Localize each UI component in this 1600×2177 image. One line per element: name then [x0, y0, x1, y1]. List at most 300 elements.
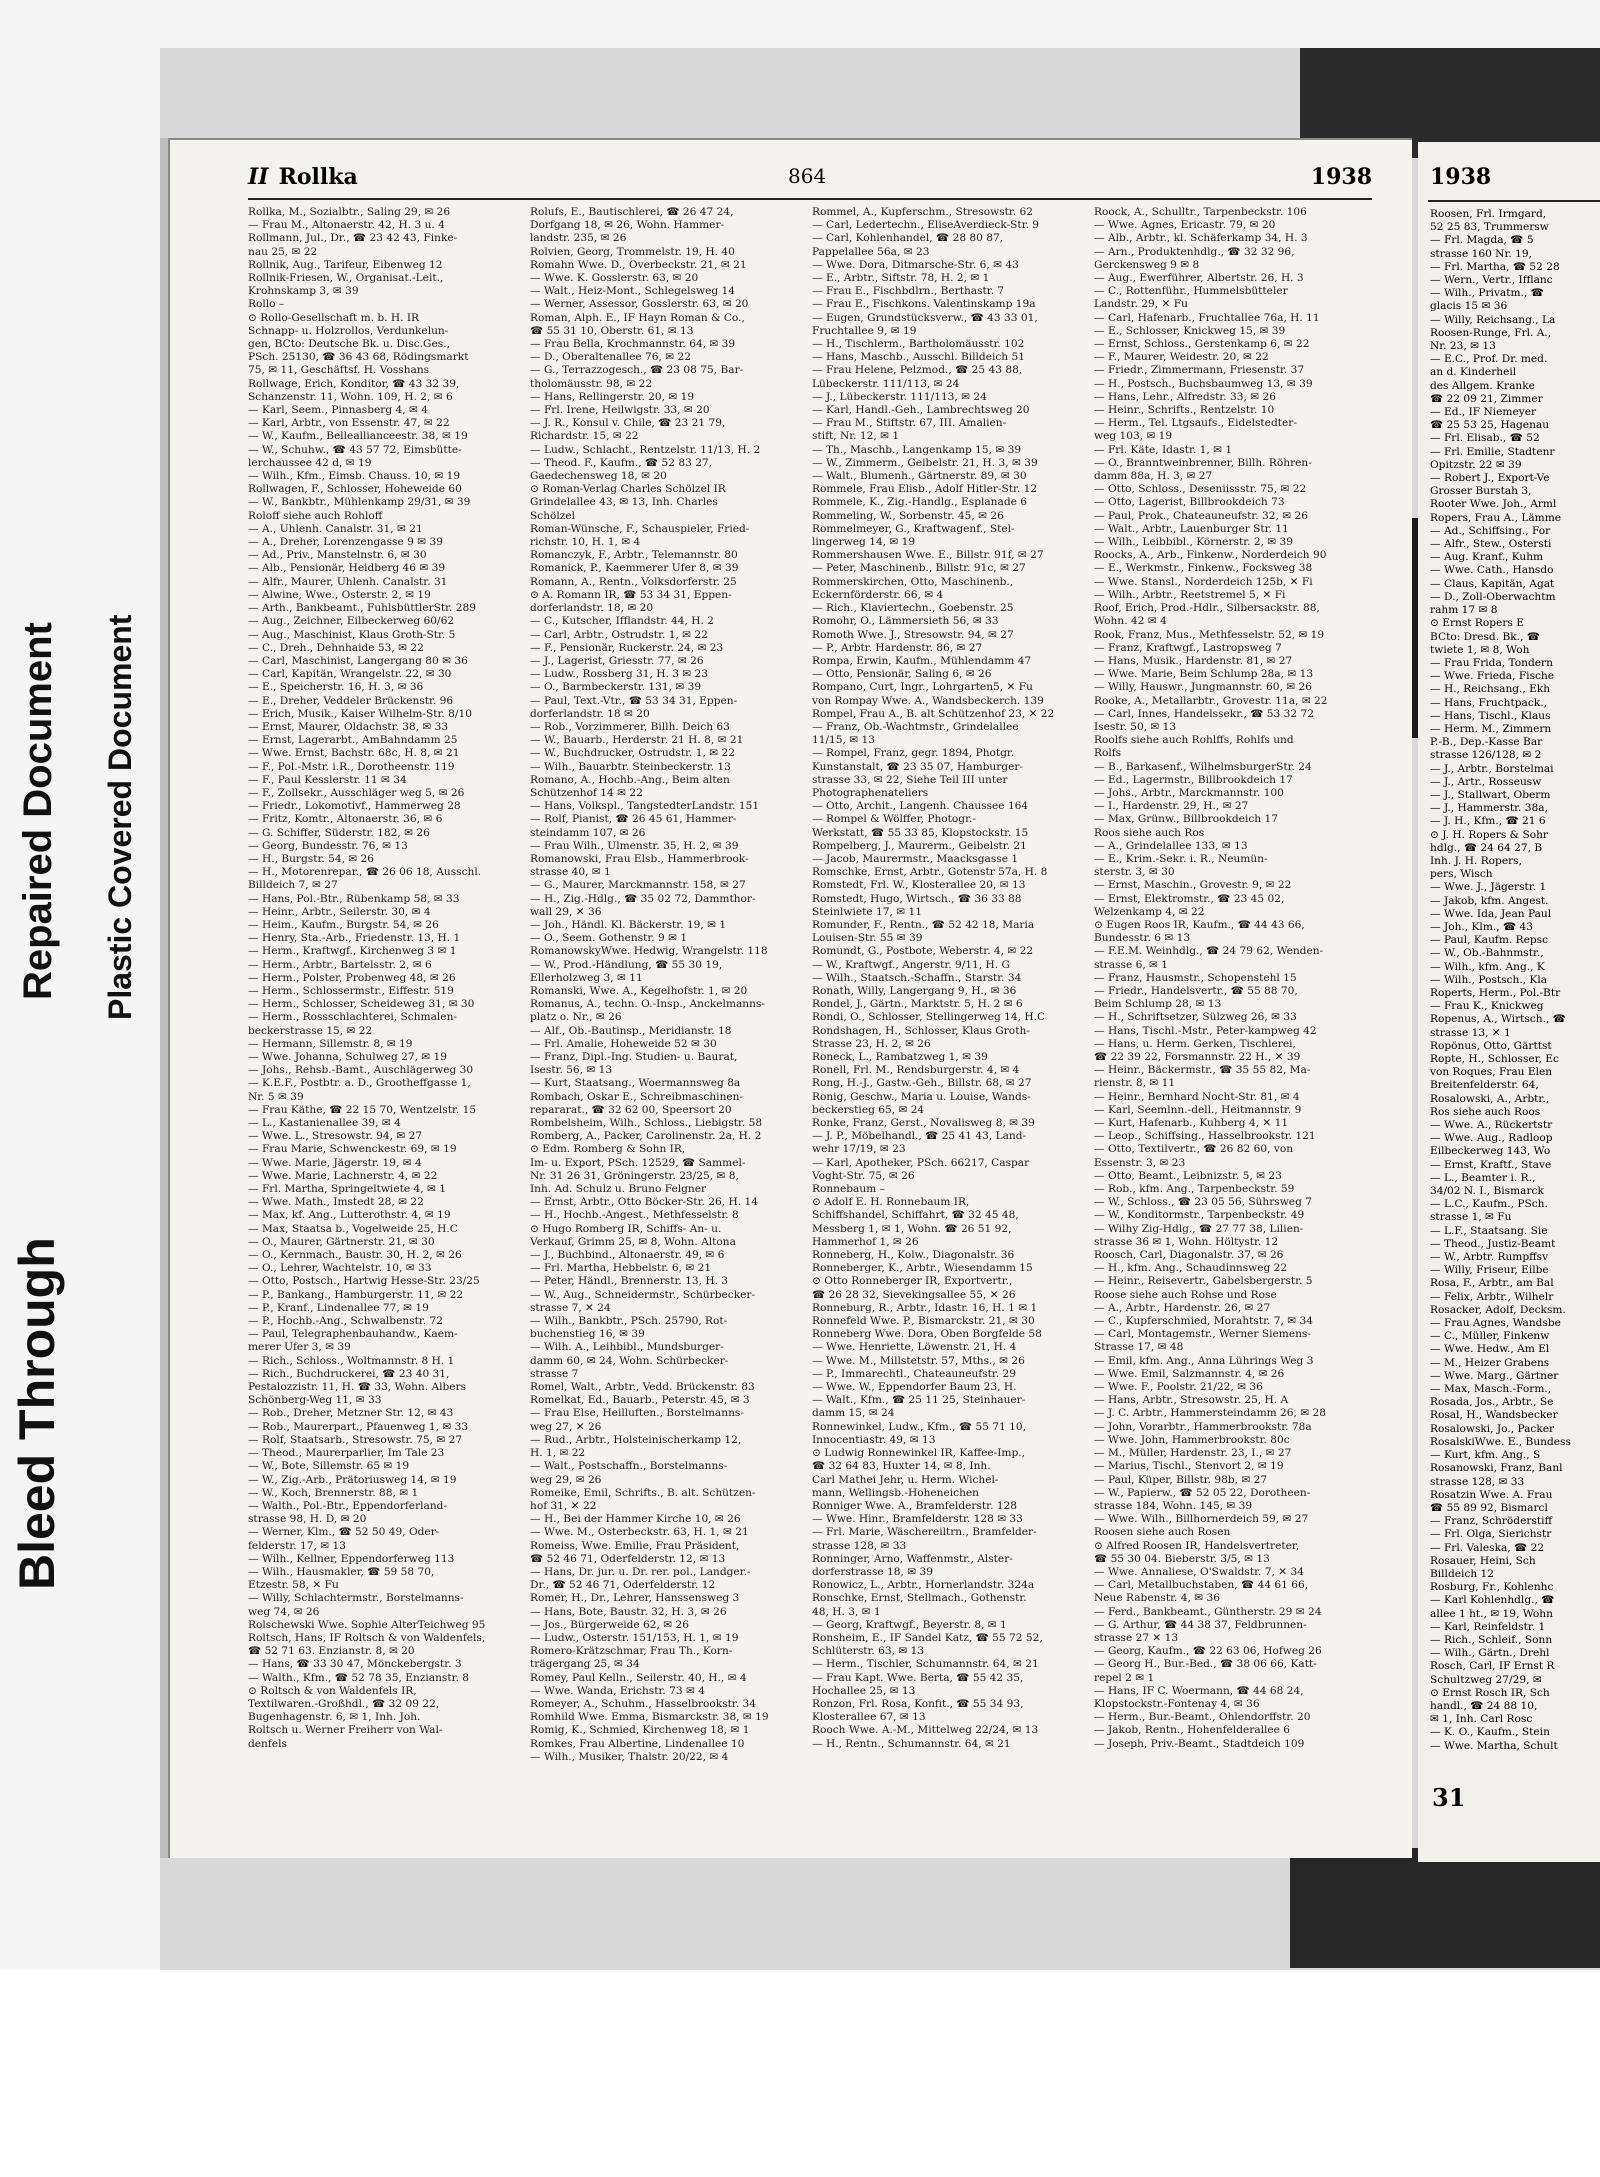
directory-entry: 75, ✉ 11, Geschäftsf. H. Vosshans — [248, 364, 430, 377]
directory-entry: — Frau Helene, Pelzmod., ☎ 25 43 88, — [812, 364, 1023, 377]
directory-entry: Schnapp- u. Holzrollos, Verdunkelun- — [248, 324, 449, 337]
directory-entry: — Erich, Musik., Kaiser Wilhelm-Str. 8/10 — [248, 707, 472, 720]
directory-entry: strasse 184, Wohn. 145, ✉ 39 — [1094, 1499, 1253, 1512]
directory-entry: — Fritz, Komtr., Altonaerstr. 36, ✉ 6 — [248, 813, 443, 826]
directory-entry: Eilbeckerweg 143, Wo — [1430, 1145, 1551, 1158]
directory-entry: — M., Müller, Hardenstr. 23, I., ✉ 27 — [1094, 1447, 1292, 1460]
directory-entry: — Willy, Reichsang., La — [1430, 313, 1556, 326]
directory-entry: — Jacob, Maurermstr., Maacksgasse 1 — [812, 852, 1019, 865]
directory-entry: Roman, Alph. E., IF Hayn Roman & Co., — [530, 311, 745, 324]
directory-entry: Klopstockstr.-Fontenay 4, ✉ 36 — [1094, 1697, 1260, 1710]
label-bleed-through: Bleed Through — [9, 1237, 65, 1590]
directory-entry: an d. Kinderheil — [1430, 366, 1517, 379]
directory-entry: — I., Hardenstr. 29, H., ✉ 27 — [1094, 800, 1249, 813]
directory-entry: Grindelallee 43, ✉ 13, Inh. Charles — [530, 496, 718, 509]
directory-entry: — Heim., Kaufm., Burgstr. 54, ✉ 26 — [248, 918, 439, 931]
directory-column-4 — [1094, 206, 1366, 1796]
directory-entry: Ronschke, Ernst, Stellmach., Gothenstr. — [812, 1592, 1027, 1605]
directory-entry: Romanus, A., techn. O.-Insp., Anckelmanns- — [530, 998, 765, 1011]
directory-entry: — Karl, Handl.-Geh., Lambrechtsweg 20 — [812, 404, 1030, 417]
directory-entry: — Hans, u. Herm. Gerken, Tischlerei, — [1094, 1037, 1296, 1050]
directory-entry: Ropönus, Otto, Gärttst — [1430, 1039, 1552, 1052]
directory-entry: BCto: Dresd. Bk., ☎ — [1430, 630, 1540, 643]
directory-entry: — Walth., Pol.-Btr., Eppendorferland- — [248, 1499, 448, 1512]
directory-entry: Rompano, Curt, Ingr., Lohrgarten5, ✕ Fu — [812, 681, 1033, 694]
directory-entry: Rommele, Frau Elisb., Adolf Hitler-Str. 12 — [812, 483, 1038, 496]
directory-entry: Essenstr. 3, ✉ 23 — [1094, 1156, 1186, 1169]
directory-entry: ⊙ Roman-Verlag Charles Schölzel IR — [530, 483, 726, 496]
directory-entry: strasse 1, ✉ Fu — [1430, 1211, 1512, 1224]
directory-entry: — Georg, Bundesstr. 76, ✉ 13 — [248, 839, 408, 852]
directory-entry: — O., Barmbeckerstr. 131, ✉ 39 — [530, 681, 702, 694]
directory-entry: — Willy, Friseur, Eilbe — [1430, 1264, 1549, 1277]
directory-entry: Rong, H.-J., Gastw.-Geh., Billstr. 68, ✉ 27 — [812, 1077, 1032, 1090]
directory-entry: beckerstrasse 15, ✉ 22 — [248, 1024, 373, 1037]
directory-entry: — H., Tischlerm., Bartholomäusstr. 102 — [812, 338, 1025, 351]
directory-entry: Schützenhof 14 ✉ 22 — [530, 786, 643, 799]
directory-entry: wall 29, ✕ 36 — [530, 905, 602, 918]
directory-entry: des Allgem. Kranke — [1430, 379, 1535, 392]
directory-entry: — Paul, Telegraphenbauhandw., Kaem- — [248, 1328, 458, 1341]
directory-entry: Roman-Wünsche, F., Schauspieler, Fried- — [530, 522, 750, 535]
directory-entry: — Heinr., Schrifts., Rentzelstr. 10 — [1094, 404, 1275, 417]
directory-entry: Isestr. 50, ✉ 13 — [1094, 720, 1177, 733]
directory-entry: Rolfs — [1094, 747, 1122, 760]
directory-entry: — Rob., Dreher, Metzner Str. 12, ✉ 43 — [248, 1407, 454, 1420]
directory-entry: — Rompel & Wölffer, Photogr.- — [812, 813, 976, 826]
directory-entry: — Robert J., Export-Ve — [1430, 472, 1550, 485]
directory-entry: — Hans, Musik., Hardenstr. 81, ✉ 27 — [1094, 654, 1293, 667]
directory-entry: strasse 33, ✉ 22, Siehe Teil III unter — [812, 773, 1008, 786]
directory-entry: Romano, A., Hochb.-Ang., Beim alten — [530, 773, 730, 786]
directory-entry: — Frau Marie, Schwenckestr. 69, ✉ 19 — [248, 1143, 457, 1156]
directory-entry: Romelkat, Ed., Bauarb., Peterstr. 45, ✉ 3 — [530, 1394, 750, 1407]
directory-entry: — Carl, Hafenarb., Fruchtallee 76a, H. 11 — [1094, 311, 1320, 324]
directory-entry: Rommeling, W., Sorbenstr. 45, ✉ 26 — [812, 509, 1004, 522]
directory-entry: — Jakob, Rentn., Hohenfelderallee 6 — [1094, 1724, 1291, 1737]
directory-entry: landstr. 235, ✉ 26 — [530, 232, 627, 245]
directory-entry: — Wwe. K. Gosslerstr. 63, ✉ 20 — [530, 272, 699, 285]
directory-entry: — Frau Agnes, Wandsbe — [1430, 1317, 1561, 1330]
directory-entry: — Hans, Lehr., Alfredstr. 33, ✉ 26 — [1094, 390, 1276, 403]
directory-entry: — Frl. Martha, Hebbelstr. 6, ✉ 21 — [530, 1262, 712, 1275]
directory-entry: — Frau Käthe, ☎ 22 15 70, Wentzelstr. 15 — [248, 1103, 477, 1116]
directory-entry: Rollo – — [248, 298, 285, 311]
directory-entry: Roperts, Herm., Pol.-Btr — [1430, 986, 1561, 999]
directory-entry: Rosauer, Heini, Sch — [1430, 1554, 1536, 1567]
directory-entry: lerchaussee 42 d, ✉ 19 — [248, 456, 372, 469]
directory-entry: — Herm., Tischler, Schumannstr. 64, ✉ 21 — [812, 1658, 1039, 1671]
directory-entry: — Johs., Rehsb.-Bamt., Auschlägerweg 30 — [248, 1064, 474, 1077]
directory-entry: tholomäusstr. 98, ✉ 22 — [530, 377, 653, 390]
directory-entry: Voght-Str. 75, ✉ 26 — [812, 1169, 915, 1182]
directory-entry: — Alfr., Stew., Ostersti — [1430, 538, 1552, 551]
directory-entry: — Franz, Hausmstr., Schopenstehl 15 — [1094, 971, 1297, 984]
directory-entry: — Paul, Text.-Vtr., ☎ 53 34 31, Eppen- — [530, 694, 738, 707]
directory-entry: — Wwe. Martha, Schult — [1430, 1739, 1558, 1752]
directory-entry: glacis 15 ✉ 36 — [1430, 300, 1508, 313]
directory-entry: weg 29, ✉ 26 — [530, 1473, 602, 1486]
directory-entry: Billdeich 7, ✉ 27 — [248, 879, 338, 892]
directory-entry: Rooter Wwe. Joh., Arml — [1430, 498, 1557, 511]
directory-entry: — W., Kraftwgf., Angerstr. 9/11, H. G — [812, 958, 1010, 971]
directory-entry: Romann, A., Rentn., Volksdorferstr. 25 — [530, 575, 737, 588]
directory-entry: denfels — [248, 1737, 287, 1750]
directory-entry: Roose siehe auch Rohse und Rose — [1094, 1288, 1277, 1301]
directory-entry: — Walt., Postschaffn., Borstelmanns- — [530, 1460, 728, 1473]
directory-entry: — Wilh., Kfm., Eimsb. Chauss. 10, ✉ 19 — [248, 470, 461, 483]
directory-entry: — M., Heizer Grabens — [1430, 1356, 1550, 1369]
directory-entry: — Wwe. Wanda, Erichstr. 73 ✉ 4 — [530, 1684, 705, 1697]
directory-entry: — Willy, Hauswr., Jungmannstr. 60, ✉ 26 — [1094, 681, 1312, 694]
directory-entry: — Karl, Reinfeldstr. 1 — [1430, 1620, 1546, 1633]
directory-entry: strasse 126/128, ✉ 2 — [1430, 749, 1542, 762]
directory-entry: ⊙ Alfred Roosen IR, Handelsvertreter, — [1094, 1539, 1300, 1552]
directory-entry: — O., Maurer, Gärtnerstr. 21, ✉ 30 — [248, 1235, 435, 1248]
directory-entry: — L.F., Staatsang. Sie — [1430, 1224, 1548, 1237]
directory-entry: Rosa, F., Arbtr., am Bal — [1430, 1277, 1554, 1290]
directory-entry: Im- u. Export, PSch. 12529, ☎ Sammel- — [530, 1156, 746, 1169]
directory-entry: Roof, Erich, Prod.-Hdlr., Silbersackstr. 88, — [1094, 602, 1320, 615]
directory-entry: — Wilh., Kellner, Eppendorferweg 113 — [248, 1552, 455, 1565]
directory-entry: — Marius, Tischl., Stenvort 2, ✉ 19 — [1094, 1460, 1284, 1473]
directory-entry: — Carl, Kohlenhandel, ☎ 28 80 87, — [812, 232, 1004, 245]
directory-entry: Roos siehe auch Ros — [1094, 826, 1205, 839]
directory-entry: — Jakob, kfm. Angest. — [1430, 894, 1549, 907]
directory-entry: — Max, kf. Ang., Lutterothstr. 4, ✉ 19 — [248, 1209, 451, 1222]
directory-entry: Roloff siehe auch Rohloff — [248, 509, 383, 522]
directory-entry: — K. O., Kaufm., Stein — [1430, 1726, 1550, 1739]
directory-entry: weg 103, ✉ 19 — [1094, 430, 1173, 443]
directory-entry: — F., Paul Kesslerstr. 11 ✉ 34 — [248, 773, 407, 786]
directory-entry: Etzestr. 58, ✕ Fu — [248, 1579, 339, 1592]
directory-entry: Rollwage, Erich, Konditor, ☎ 43 32 39, — [248, 377, 460, 390]
directory-entry: — Peter, Maschinenb., Billstr. 91c, ✉ 27 — [812, 562, 1026, 575]
directory-entry: — Wwe. Henriette, Löwenstr. 21, H. 4 — [812, 1341, 1017, 1354]
directory-entry: Ronniger Wwe. A., Bramfelderstr. 128 — [812, 1499, 1018, 1512]
directory-entry: Romohr, O., Lämmersieth 56, ✉ 33 — [812, 615, 999, 628]
directory-entry: — Arth., Bankbeamt., FuhlsbüttlerStr. 289 — [248, 602, 477, 615]
directory-entry: — Wilh., Privatm., ☎ — [1430, 287, 1544, 300]
directory-entry: — W., Konditormstr., Tarpenbeckstr. 49 — [1094, 1209, 1305, 1222]
directory-entry: Rosanowski, Franz, Banl — [1430, 1462, 1563, 1475]
directory-entry: Rosada, Jos., Arbtr., Se — [1430, 1396, 1554, 1409]
directory-entry: — Otto, Pensionär, Saling 6, ✉ 26 — [812, 668, 992, 681]
directory-entry: ☎ 55 30 04. Bieberstr. 3/5, ✉ 13 — [1094, 1552, 1270, 1565]
directory-entry: Ronnebaum – — [812, 1183, 885, 1196]
directory-entry: — Willy, Schlachtermstr., Borstelmanns- — [248, 1592, 464, 1605]
directory-entry: — Carl, Ledertechn., EliseAverdieck-Str. 9 — [812, 219, 1040, 232]
directory-entry: — Rich., Schloss., Woltmannstr. 8 H. 1 — [248, 1354, 455, 1367]
directory-entry: Rompel, Frau A., B. alt Schützenhof 23, ✕ 22 — [812, 707, 1055, 720]
directory-entry: — J. R., Konsul v. Chile, ☎ 23 21 79, — [530, 417, 726, 430]
directory-entry: — Alwine, Wwe., Osterstr. 2, ✉ 19 — [248, 588, 431, 601]
directory-entry: — Max, Grünw., Billbrookdeich 17 — [1094, 813, 1278, 826]
directory-entry: Rommelmeyer, G., Kraftwagenf., Stel- — [812, 522, 1015, 535]
directory-entry: Ronnewinkel, Ludw., Kfm., ☎ 55 71 10, — [812, 1420, 1027, 1433]
directory-entry: — Ludw., Schlacht., Rentzelstr. 11/13, H. 2 — [530, 443, 761, 456]
directory-entry: — Georg, Kaufm., ☎ 22 63 06, Hofweg 26 — [1094, 1645, 1322, 1658]
directory-entry: Rondshagen, H., Schlosser, Klaus Groth- — [812, 1024, 1030, 1037]
directory-entry: — Franz, Ob.-Wachtmstr., Grindelallee — [812, 720, 1019, 733]
directory-entry: — Wilh., kfm. Ang., K — [1430, 960, 1545, 973]
directory-entry: Beim Schlump 28, ✉ 13 — [1094, 998, 1222, 1011]
directory-entry: Romanowski, Frau Elsb., Hammerbrook- — [530, 852, 749, 865]
directory-entry: — H., Zig.-Hdlg., ☎ 35 02 72, Dammthor- — [530, 892, 756, 905]
directory-entry: Textilwaren.-Großhdl., ☎ 32 09 22, — [248, 1697, 440, 1710]
directory-entry: Hammerhof 1, ✉ 26 — [812, 1235, 919, 1248]
directory-entry: Schultzweg 27/29, ✉ — [1430, 1673, 1542, 1686]
directory-entry: — Herm., Bur.-Beamt., Ohlendorffstr. 20 — [1094, 1711, 1311, 1724]
directory-entry: Rolufs, E., Bautischlerei, ☎ 26 47 24, — [530, 206, 734, 218]
directory-entry: — H., Burgstr. 54, ✉ 26 — [248, 852, 375, 865]
directory-entry: rienstr. 8, ✉ 11 — [1094, 1077, 1176, 1090]
directory-entry: Rosalowski, Jo., Packer — [1430, 1422, 1555, 1435]
directory-entry: — Georg, Kraftwgf., Beyerstr. 8, ✉ 1 — [812, 1618, 1007, 1631]
directory-entry: — Carl, Kapitän, Wrangelstr. 22, ✉ 30 — [248, 668, 452, 681]
directory-entry: Romundt, G., Postbote, Weberstr. 4, ✉ 22 — [812, 945, 1034, 958]
directory-entry: — C., Rottenführ., Hummelsbütteler — [1094, 285, 1288, 298]
directory-entry: — Herm., Arbtr., Bartelsstr. 2, ✉ 6 — [248, 958, 432, 971]
directory-entry: stift, Nr. 12, ✉ 1 — [812, 430, 900, 443]
directory-entry: Schlüterstr. 63, ✉ 13 — [812, 1645, 925, 1658]
directory-entry: — Wwe. Marie, Beim Schlump 28a, ✉ 13 — [1094, 668, 1314, 681]
directory-entry: — Wwe. Emil, Salzmannstr. 4, ✉ 26 — [1094, 1367, 1285, 1380]
directory-entry: strasse 36 ✉ 1, Wohn. Höltystr. 12 — [1094, 1235, 1279, 1248]
directory-entry: strasse 13, ✕ 1 — [1430, 1026, 1511, 1039]
directory-entry: felderstr. 17, ✉ 13 — [248, 1539, 346, 1552]
directory-entry: — Rompel, Franz, gegr. 1894, Photgr. — [812, 747, 1015, 760]
directory-entry: ☎ 32 64 83, Huxter 14, ✉ 8, Inh. — [812, 1460, 991, 1473]
directory-entry: — O., Branntweinbrenner, Billh. Röhren- — [1094, 456, 1312, 469]
directory-entry: Eckernförderstr. 66, ✉ 4 — [812, 588, 944, 601]
directory-entry: — H., Rentn., Schumannstr. 64, ✉ 21 — [812, 1737, 1011, 1750]
directory-entry: — Wern., Vertr., Ifflanc — [1430, 274, 1553, 287]
directory-entry: — Ernst, Maurer, Oldachstr. 38, ✉ 33 — [248, 720, 449, 733]
directory-entry: — Walth., Kfm., ☎ 52 78 35, Enzianstr. 8 — [248, 1671, 470, 1684]
directory-entry: 52 25 83, Trummersw — [1430, 221, 1549, 234]
directory-entry: — Hans, Arbtr., Stresowstr. 25, H. A — [1094, 1394, 1289, 1407]
directory-entry: Roosen-Runge, Frl. A., — [1430, 326, 1552, 339]
directory-entry: Opitzstr. 22 ✉ 39 — [1430, 458, 1522, 471]
directory-entry: RosalskiWwe. E., Bundess — [1430, 1435, 1571, 1448]
directory-entry: Ronneberger, K., Arbtr., Wiesendamm 15 — [812, 1262, 1033, 1275]
directory-entry: Fruchtallee 9, ✉ 19 — [812, 324, 917, 337]
directory-entry: strasse 128, ✉ 33 — [1430, 1475, 1525, 1488]
directory-entry: — Herm., Tel. Ltgsaufs., Eidelstedter- — [1094, 417, 1297, 430]
directory-entry: — Carl, Montagemstr., Werner Siemens- — [1094, 1328, 1311, 1341]
directory-entry: Bugenhagenstr. 6, ✉ 1, Inh. Joh. — [248, 1711, 421, 1724]
directory-entry: — Ernst, Maschin., Grovestr. 9, ✉ 22 — [1094, 879, 1292, 892]
directory-entry: Ropers, Frau A., Lämme — [1430, 511, 1562, 524]
directory-entry: Rolschewski Wwe. Sophie AlterTeichweg 95 — [248, 1618, 486, 1631]
directory-entry: — Rob., Maurerpart., Pfauenweg 1, ✉ 33 — [248, 1420, 469, 1433]
directory-entry: Innocentiastr. 49, ✉ 13 — [812, 1433, 936, 1446]
directory-entry: — Wwe. A., Rückertstr — [1430, 1119, 1553, 1132]
directory-entry: Romel, Walt., Arbtr., Vedd. Brückenstr. 83 — [530, 1381, 755, 1394]
directory-entry: Isestr. 56, ✉ 13 — [530, 1064, 613, 1077]
directory-entry: Romhild Wwe. Emma, Bismarckstr. 38, ✉ 19 — [530, 1711, 769, 1724]
directory-entry: — Frl. Elisab., ☎ 52 — [1430, 432, 1540, 445]
directory-entry: twiete 1, ✉ 8, Woh — [1430, 643, 1530, 656]
directory-entry: — H., kfm. Ang., Schaudinnsweg 22 — [1094, 1262, 1288, 1275]
directory-entry: Romahn Wwe. D., Overbeckstr. 21, ✉ 21 — [530, 258, 747, 271]
directory-entry: — Ed., Lagermstr., Billbrookdeich 17 — [1094, 773, 1293, 786]
directory-entry: — Frau Kapt. Wwe. Berta, ☎ 55 42 35, — [812, 1671, 1024, 1684]
side-labels — [8, 560, 158, 1590]
directory-entry: Rommel, A., Kupferschm., Stresowstr. 62 — [812, 206, 1034, 218]
directory-entry: Ronig, Geschw., Maria u. Louise, Wands- — [812, 1090, 1031, 1103]
directory-entry: — Ad., Priv., Manstelnstr. 6, ✉ 30 — [248, 549, 427, 562]
directory-entry: — Frl. Martha, ☎ 52 28 — [1430, 260, 1560, 273]
directory-entry: Ros siehe auch Roos — [1430, 1105, 1541, 1118]
directory-entry: — Wwe. Hinr., Bramfelderstr. 128 ✉ 33 — [812, 1513, 1023, 1526]
directory-entry: — Ludw., Rossberg 31, H. 3 ✉ 23 — [530, 668, 709, 681]
directory-entry: ⊙ Eugen Roos IR, Kaufm., ☎ 44 43 66, — [1094, 918, 1305, 931]
directory-entry: — Hans, IF C. Woermann, ☎ 44 68 24, — [1094, 1684, 1304, 1697]
directory-entry: strasse 7, ✕ 24 — [530, 1301, 611, 1314]
directory-entry: — Walt., Heiz-Mont., Schlegelsweg 14 — [530, 285, 735, 298]
directory-entry: — Frl. Martha, Springeltwiete 4, ✉ 1 — [248, 1183, 446, 1196]
directory-entry: — Aug., Ewerführer, Albertstr. 26, H. 3 — [1094, 272, 1304, 285]
directory-entry: — Frau E., Fischkons. Valentinskamp 19a — [812, 298, 1036, 311]
directory-entry: mann, Wellingsb.-Hoheneichen — [812, 1486, 980, 1499]
directory-entry: — Rob., Vorzimmerer, Billh. Deich 63 — [530, 720, 730, 733]
directory-entry: Kunstanstalt, ☎ 23 35 07, Hamburger- — [812, 760, 1023, 773]
directory-entry: Louisen-Str. 55 ✉ 39 — [812, 932, 923, 945]
directory-entry: — A., Uhlenh. Canalstr. 31, ✉ 21 — [248, 522, 423, 535]
directory-entry: — Frl. Marie, Wäschereiltrn., Bramfelder- — [812, 1526, 1037, 1539]
directory-entry: ☎ 55 31 10, Oberstr. 61, ✉ 13 — [530, 324, 694, 337]
directory-entry: — Frau E., Fischbdlrn., Berthastr. 7 — [812, 285, 1005, 298]
directory-entry: ☎ 52 46 71, Oderfelderstr. 12, ✉ 13 — [530, 1552, 726, 1565]
directory-entry: Romberg, A., Packer, Carolinenstr. 2a, H. 2 — [530, 1130, 762, 1143]
section-number: II — [248, 164, 269, 190]
directory-entry: Nr. 23, ✉ 13 — [1430, 340, 1496, 353]
directory-entry: Romig, K., Schmied, Kirchenweg 18, ✉ 1 — [530, 1724, 750, 1737]
directory-entry: Rommele, K., Zig.-Handlg., Esplanade 6 — [812, 496, 1027, 509]
directory-entry: Rollka, M., Sozialbtr., Saling 29, ✉ 26 — [248, 206, 451, 218]
directory-entry: Romeiss, Wwe. Emilie, Frau Präsident, — [530, 1539, 740, 1552]
directory-entry: — Karl, Seem., Pinnasberg 4, ✉ 4 — [248, 404, 428, 417]
directory-entry: lingerweg 14, ✉ 19 — [812, 536, 916, 549]
directory-entry: Pappelallee 56a, ✉ 23 — [812, 245, 930, 258]
directory-entry: Breitenfelderstr. 64, — [1430, 1079, 1539, 1092]
directory-entry: Steinlwiete 17, ✉ 11 — [812, 905, 922, 918]
directory-entry: sterstr. 3, ✉ 30 — [1094, 866, 1175, 879]
directory-entry: — W., Aug., Schneidermstr., Schürbecker- — [530, 1288, 756, 1301]
directory-entry: Rompelberg, J., Maurerm., Geibelstr. 21 — [812, 839, 1027, 852]
directory-entry: H. 1, ✉ 22 — [530, 1447, 586, 1460]
directory-entry: — Frl. Valeska, ☎ 22 — [1430, 1541, 1545, 1554]
directory-entry: — J. C. Arbtr., Hammersteindamm 26, ✉ 28 — [1094, 1407, 1326, 1420]
directory-entry: — Wwe. Wilh., Billhornerdeich 59, ✉ 27 — [1094, 1513, 1309, 1526]
directory-entry: — A., Arbtr., Hardenstr. 26, ✉ 27 — [1094, 1301, 1271, 1314]
directory-entry: — Walt., Arbtr., Lauenburger Str. 11 — [1094, 522, 1289, 535]
directory-entry: merer Ufer 3, ✉ 39 — [248, 1341, 351, 1354]
directory-entry: — C., Dreh., Dehnhaide 53, ✉ 22 — [248, 641, 424, 654]
directory-entry: — Peter, Händl., Brennerstr. 13, H. 3 — [530, 1275, 729, 1288]
directory-entry: Rosalowski, A., Arbtr., — [1430, 1092, 1550, 1105]
directory-entry: — A., Grindelallee 133, ✉ 13 — [1094, 839, 1248, 852]
directory-entry: Dr., ☎ 52 46 71, Oderfelderstr. 12 — [530, 1579, 716, 1592]
directory-entry: Ronowicz, L., Arbtr., Hornerlandstr. 324a — [812, 1579, 1035, 1592]
directory-entry: — Georg H., Bur.-Bed., ☎ 38 06 66, Katt- — [1094, 1658, 1317, 1671]
directory-entry: Ronnefeld Wwe. P., Bismarckstr. 21, ✉ 30 — [812, 1315, 1035, 1328]
directory-entry: — F., Pol.-Mstr. i.R., Dorotheenstr. 119 — [248, 760, 455, 773]
running-head: Rollka — [278, 164, 358, 190]
directory-entry: — Ernst, Schloss., Gerstenkamp 6, ✉ 22 — [1094, 338, 1310, 351]
directory-entry: Romstedt, Hugo, Wirtsch., ☎ 36 33 88 — [812, 892, 1022, 905]
directory-entry: Rondel, J., Gärtn., Marktstr. 5, H. 2 ✉ 6 — [812, 998, 1023, 1011]
directory-entry: Romkes, Frau Albertine, Lindenallee 10 — [530, 1737, 745, 1750]
directory-entry: — Wilhy Zig-Hdlg., ☎ 27 77 38, Lilien- — [1094, 1222, 1304, 1235]
directory-entry: — H., Reichsang., Ekh — [1430, 683, 1551, 696]
directory-entry: — H., Postsch., Buchsbaumweg 13, ✉ 39 — [1094, 377, 1313, 390]
directory-entry: — W., Schuhw., ☎ 43 57 72, Eimsbütte- — [248, 443, 462, 456]
directory-entry: Dorfgang 18, ✉ 26, Wohn. Hammer- — [530, 219, 725, 232]
directory-entry: — Wwe. M., Osterbeckstr. 63, H. 1, ✉ 21 — [530, 1526, 749, 1539]
directory-entry: — P., Bankang., Hamburgerstr. 11, ✉ 22 — [248, 1288, 464, 1301]
directory-entry: — O., Kernmach., Baustr. 30, H. 2, ✉ 26 — [248, 1249, 462, 1262]
directory-entry: — P., Kranf., Lindenallee 77, ✉ 19 — [248, 1301, 429, 1314]
directory-entry: Lübeckerstr. 111/113, ✉ 24 — [812, 377, 960, 390]
directory-entry: — W., Buchdrucker, Ostrudstr. 1, ✉ 22 — [530, 747, 735, 760]
directory-entry: — Frl. Käte, Idastr. 1, ✉ 1 — [1094, 443, 1233, 456]
directory-entry: Roocks, A., Arb., Finkenw., Norderdeich 90 — [1094, 549, 1327, 562]
directory-entry: — E., Schlosser, Knickweg 15, ✉ 39 — [1094, 324, 1286, 337]
directory-entry: — Wwe. F., Poolstr. 21/22, ✉ 36 — [1094, 1381, 1263, 1394]
directory-entry: — Frau K., Knickweg — [1430, 1000, 1544, 1013]
directory-entry: — Karl, Seemlnn.-dell., Heitmannstr. 9 — [1094, 1103, 1302, 1116]
directory-entry: ✉ 1, Inh. Carl Rosc — [1430, 1713, 1533, 1726]
directory-entry: Hochallee 25, ✉ 13 — [812, 1684, 916, 1697]
directory-columns — [248, 206, 1368, 1796]
directory-entry: dorferlandstr. 18, ✉ 20 — [530, 602, 654, 615]
directory-entry: — Carl, Maschinist, Langergang 80 ✉ 36 — [248, 654, 468, 667]
directory-entry: — F.E.M. Weinhdlg., ☎ 24 79 62, Wenden- — [1094, 945, 1324, 958]
directory-entry: — C., Kutscher, Ifflandstr. 44, H. 2 — [530, 615, 714, 628]
directory-entry: allee 1 ht., ✉ 19, Wohn — [1430, 1607, 1553, 1620]
directory-entry: — Th., Maschb., Langenkamp 15, ✉ 39 — [812, 443, 1022, 456]
directory-entry: — Wwe. Aug., Radloop — [1430, 1132, 1553, 1145]
directory-entry: — Rich., Schleif., Sonn — [1430, 1633, 1553, 1646]
directory-entry: — Heinr., Bäckermstr., ☎ 35 55 82, Ma- — [1094, 1064, 1311, 1077]
directory-entry: Ellerholzweg 3, ✉ 11 — [530, 971, 643, 984]
directory-entry: Romero-Krätzschmar, Frau Th., Korn- — [530, 1645, 733, 1658]
directory-entry: Inh. J. H. Ropers, — [1430, 854, 1522, 867]
directory-entry: Rosacker, Adolf, Decksm. — [1430, 1303, 1566, 1316]
directory-entry: — Heinr., Bernhard Nocht-Str. 81, ✉ 4 — [1094, 1090, 1300, 1103]
directory-entry: — Rich., Buchdruckerei, ☎ 23 40 31, — [248, 1367, 450, 1380]
directory-entry: ⊙ Hugo Romberg IR, Schiffs- An- u. — [530, 1222, 722, 1235]
directory-column-2 — [530, 206, 802, 1796]
directory-entry: — Walt., Blumenh., Gärtnerstr. 89, ✉ 30 — [812, 470, 1027, 483]
directory-entry: — G., Maurer, Marckmannstr. 158, ✉ 27 — [530, 879, 746, 892]
directory-entry: — Frl. Magda, ☎ 5 — [1430, 234, 1534, 247]
directory-entry: — Otto, Postsch., Hartwig Hesse-Str. 23/25 — [248, 1275, 480, 1288]
directory-entry: Rommerskirchen, Otto, Maschinenb., — [812, 575, 1014, 588]
directory-entry: — L., Kastanienallee 39, ✉ 4 — [248, 1117, 401, 1130]
directory-entry: — E., Dreher, Veddeler Brückenstr. 96 — [248, 694, 454, 707]
directory-entry: — Wwe. Marie, Jägerstr. 19, ✉ 4 — [248, 1156, 422, 1169]
directory-entry: — Aug., Maschinist, Klaus Groth-Str. 5 — [248, 628, 456, 641]
directory-entry: Romanick, P., Kaemmerer Ufer 8, ✉ 39 — [530, 562, 739, 575]
directory-entry: Romoth Wwe. J., Stresowstr. 94, ✉ 27 — [812, 628, 1014, 641]
directory-entry: — J., Lübeckerstr. 111/113, ✉ 24 — [812, 390, 987, 403]
directory-entry: dorferlandstr. 18 ✉ 20 — [530, 707, 650, 720]
directory-entry: Roock, A., Schulltr., Tarpenbeckstr. 106 — [1094, 206, 1307, 218]
